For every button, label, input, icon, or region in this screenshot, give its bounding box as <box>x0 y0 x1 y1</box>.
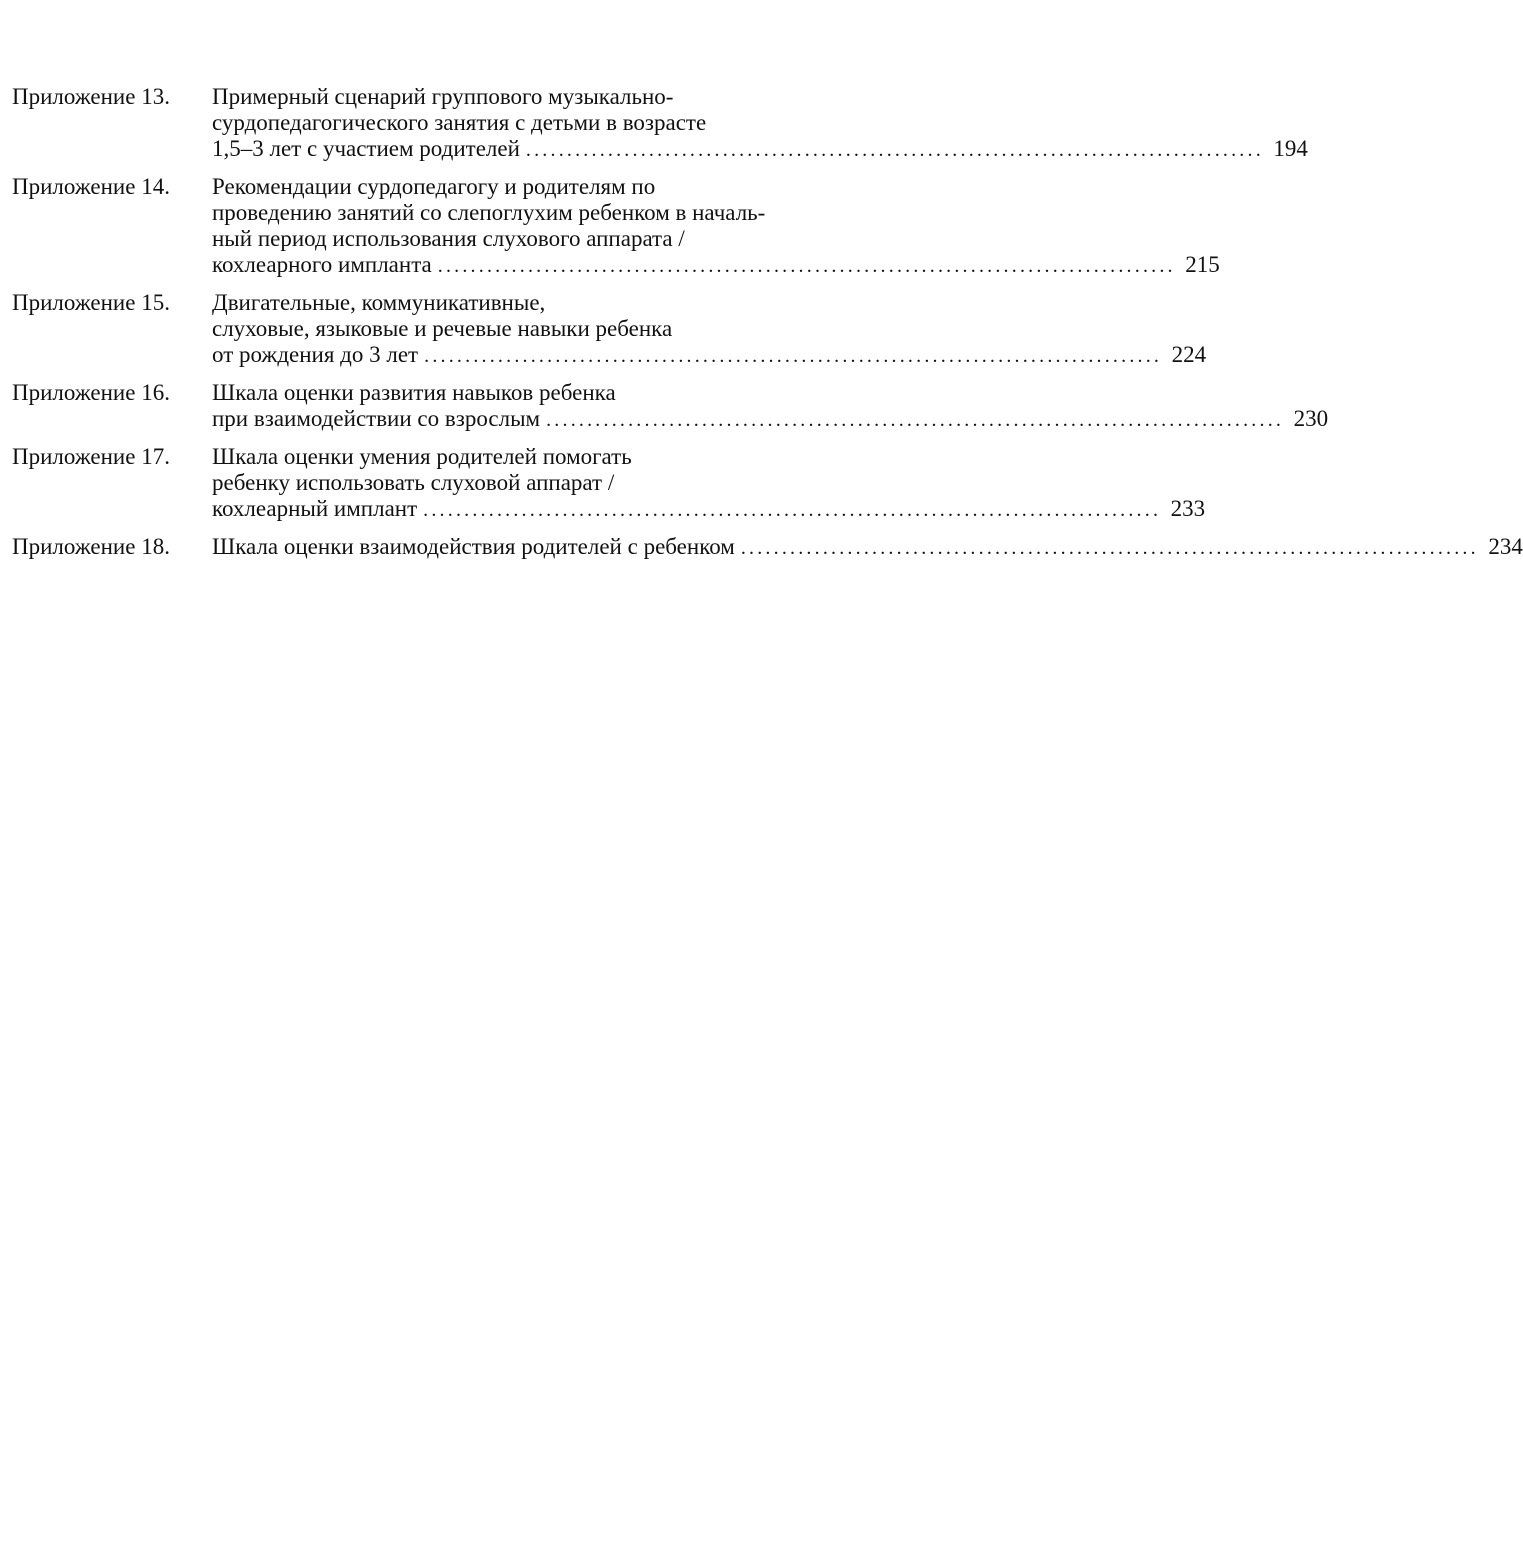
appendix-label: Приложение 15. <box>12 290 170 315</box>
title-line: Шкала оценки умения родителей помогать <box>212 444 632 469</box>
entry-title <box>212 290 1206 369</box>
title-line: кохлеарного импланта <box>212 252 432 277</box>
table-of-contents <box>12 84 1523 572</box>
dot-leader: .......................................................................................... <box>546 409 1285 431</box>
title-last-line <box>212 252 1220 279</box>
appendix-label: Приложение 14. <box>12 174 170 199</box>
title-line: Шкала оценки взаимодействия родителей с ребенком <box>212 534 735 559</box>
title-last-line <box>212 534 1523 561</box>
title-line: 1,5–3 лет с участием родителей <box>212 136 520 161</box>
toc-entry <box>12 290 1207 369</box>
dot-leader: .......................................................................................... <box>424 345 1163 367</box>
title-line: Шкала оценки развития навыков ребенка <box>212 380 616 405</box>
toc-entry <box>12 174 1220 279</box>
page-number: 234 <box>1488 534 1523 559</box>
title-line: слуховые, языковые и речевые навыки ребенка <box>212 316 673 341</box>
dot-leader: .......................................................................................... <box>423 499 1162 521</box>
title-line: Рекомендации сурдопедагогу и родителям по <box>212 174 656 199</box>
entry-title <box>212 534 1523 561</box>
appendix-label: Приложение 17. <box>12 444 170 469</box>
page-number: 194 <box>1273 136 1308 161</box>
page-number: 233 <box>1170 496 1206 521</box>
title-line: от рождения до 3 лет <box>212 342 419 367</box>
entry-title <box>212 444 1205 523</box>
title-last-line <box>212 136 1308 163</box>
title-line: при взаимодействии со взрослым <box>212 406 541 431</box>
entry-title <box>212 84 1308 163</box>
dot-leader: .......................................................................................... <box>525 139 1264 161</box>
toc-entry <box>12 444 1206 523</box>
page-number: 230 <box>1293 406 1329 431</box>
title-last-line <box>212 496 1205 523</box>
title-line: Двигательные, коммуникативные, <box>212 290 546 315</box>
title-line: ный период использования слухового аппарата / <box>212 226 685 251</box>
title-last-line <box>212 342 1206 369</box>
toc-entry <box>12 380 1329 433</box>
appendix-label: Приложение 13. <box>12 84 170 109</box>
title-line: сурдопедагогического занятия с детьми в возрасте <box>212 110 707 135</box>
title-line: проведению занятий со слепоглухим ребенком в началь- <box>212 200 766 225</box>
entry-title <box>212 174 1220 279</box>
dot-leader: .......................................................................................... <box>740 537 1479 559</box>
toc-entry <box>12 534 1523 561</box>
dot-leader: .......................................................................................... <box>437 255 1176 277</box>
title-line: кохлеарный имплант <box>212 496 418 521</box>
appendix-label: Приложение 18. <box>12 534 170 559</box>
entry-title <box>212 380 1328 433</box>
appendix-label: Приложение 16. <box>12 380 170 405</box>
title-last-line <box>212 406 1328 433</box>
toc-entry <box>12 84 1308 163</box>
page-number: 224 <box>1171 342 1207 367</box>
title-line: ребенку использовать слуховой аппарат / <box>212 470 615 495</box>
title-line: Примерный сценарий группового музыкально- <box>212 84 674 109</box>
page-number: 215 <box>1185 252 1220 277</box>
